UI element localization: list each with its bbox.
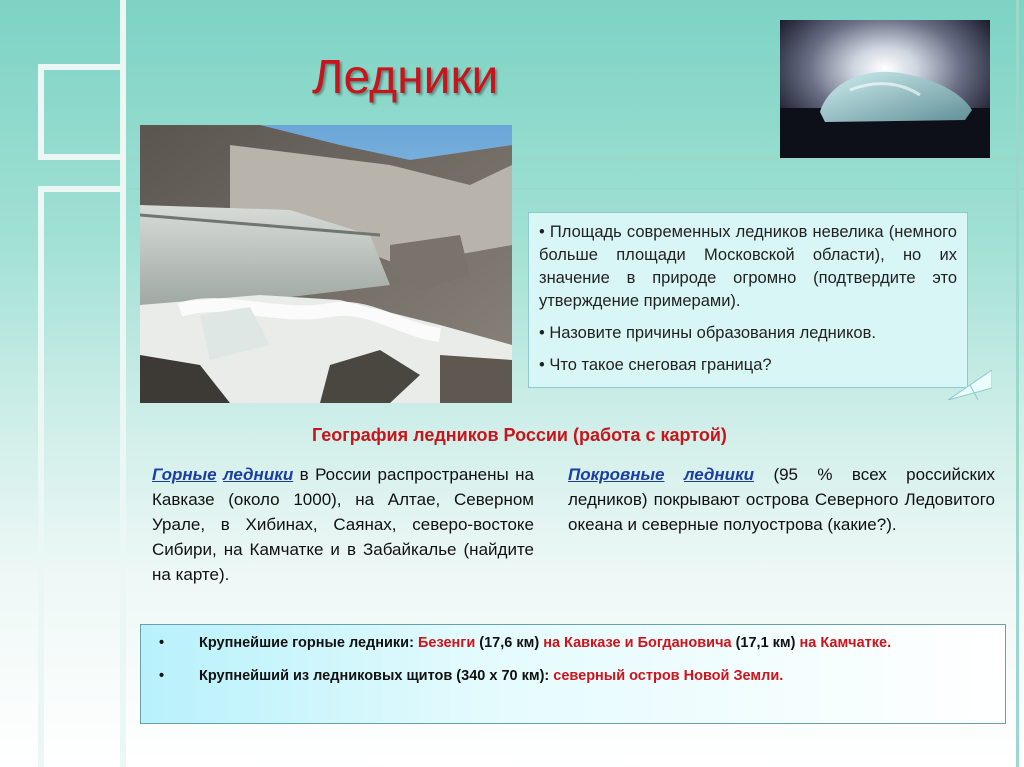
bullet-marker: •	[539, 223, 545, 241]
largest-glaciers-box	[140, 624, 1006, 724]
term-glaciers: ледники	[223, 465, 294, 484]
left-column-text	[152, 462, 534, 587]
iceberg-photo	[780, 20, 990, 158]
decor-frame-left	[38, 64, 44, 160]
bullet-marker: •	[159, 635, 165, 651]
questions-callout	[528, 212, 968, 388]
callout-bullet-1	[539, 221, 957, 313]
right-column-text	[568, 462, 995, 537]
item2-loc: северный остров Новой Земли.	[553, 668, 784, 684]
item1-size1: (17,6 км)	[475, 635, 544, 651]
item1-size2: (17,1 км)	[731, 635, 800, 651]
page-fold-icon	[948, 370, 992, 400]
item1-loc2: на Камчатке.	[799, 635, 892, 651]
item1-prefix: Крупнейшие горные ледники:	[199, 635, 418, 651]
bullet-marker: •	[539, 356, 545, 374]
section-subheading: География ледников России (работа с картой)	[312, 425, 727, 445]
decor-frame-bottom-left	[38, 154, 122, 160]
bullet-marker: •	[539, 324, 545, 342]
decor-frame-top-left	[38, 64, 122, 70]
glacier-photo	[140, 125, 512, 403]
term-mountain: Горные	[152, 465, 217, 484]
infobox-item-1	[159, 633, 993, 654]
left-column-body: в России распространены на Кавказе (около 1000), на Алтае, Северном Урале, в Хибинах, Саянах, северо-востоке Сибири, на Камчатке и в Забайкалье (найдите на карте).	[152, 465, 534, 584]
callout-bullet-2	[539, 322, 957, 345]
term-glaciers-2: ледники	[683, 465, 755, 484]
decor-frame2-top	[38, 186, 122, 192]
term-cover: Покровные	[568, 465, 665, 484]
decor-right-vertical	[1016, 0, 1019, 767]
callout-bullet-3	[539, 354, 957, 377]
item1-name1: Безенги	[417, 635, 476, 651]
callout-text-1: Площадь современных ледников невелика (немного больше площади Московской области), но их значение в природе огромно (подтвердите это утверждение примерами).	[539, 223, 957, 310]
callout-text-3: Что такое снеговая граница?	[549, 356, 772, 374]
callout-text-2: Назовите причины образования ледников.	[549, 324, 876, 342]
bullet-marker: •	[159, 668, 165, 684]
decor-vertical-bar	[120, 0, 126, 767]
page-title: Ледники	[312, 51, 499, 104]
right-column-body: (95 % всех российских ледников) покрывают острова Северного Ледовитого океана и северные полуострова (какие?).	[568, 465, 995, 534]
item2-prefix: Крупнейший из ледниковых щитов (340 х 70 км):	[199, 668, 554, 684]
decor-frame2-left	[38, 186, 44, 767]
infobox-item-2	[159, 666, 993, 687]
item1-loc1: на Кавказе и Богдановича	[543, 635, 732, 651]
